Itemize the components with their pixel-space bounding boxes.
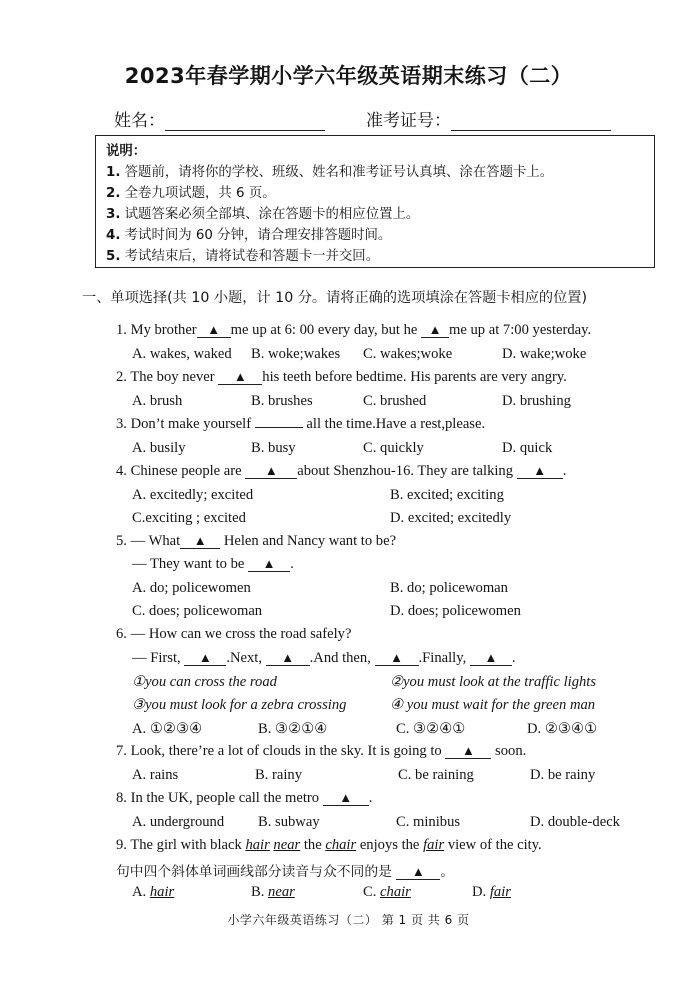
option-b[interactable]: B. subway — [258, 814, 320, 830]
option-d[interactable]: D. wake;woke — [502, 346, 587, 362]
option-a[interactable]: A. excitedly; excited — [132, 487, 254, 503]
instruction-item: 1. 答题前，请将你的学校、班级、姓名和准考证号认真填、涂在答题卡上。 — [106, 165, 554, 180]
answer-blank[interactable]: ▲ — [218, 370, 262, 385]
answer-blank[interactable]: ▲ — [197, 323, 231, 338]
section-heading: 一、单项选择(共 10 小题，计 10 分。请将正确的选项填涂在答题卡相应的位置) — [82, 290, 588, 306]
option-c[interactable]: C. does; policewoman — [132, 603, 263, 619]
option-a[interactable]: A. underground — [132, 814, 225, 830]
answer-blank[interactable]: ▲ — [470, 651, 512, 666]
option-b[interactable]: B. brushes — [251, 393, 313, 409]
exam-id-field[interactable] — [366, 106, 611, 131]
question-9: 9. The girl with black hair near the chair enjoys the fair view of the city. — [116, 837, 542, 853]
question-5: 5. — What ▲ Helen and Nancy want to be? — [116, 533, 397, 549]
answer-blank[interactable]: ▲ — [266, 651, 310, 666]
option-d[interactable]: D. be rainy — [530, 767, 596, 783]
instruction-item: 2. 全卷九项试题，共 6 页。 — [106, 186, 276, 201]
option-b[interactable]: B. do; policewoman — [390, 580, 508, 596]
answer-blank[interactable]: ▲ — [184, 651, 226, 666]
answer-blank[interactable]: ▲ — [396, 865, 440, 880]
option-d[interactable]: D. double-deck — [530, 814, 620, 830]
option-c[interactable]: C.exciting ; excited — [132, 510, 246, 526]
option-b[interactable]: B. excited; exciting — [390, 487, 504, 503]
italic-word: chair — [325, 837, 357, 853]
option-d[interactable]: D. brushing — [502, 393, 571, 409]
phrase-item: ④ you must wait for the green man — [390, 697, 596, 713]
answer-blank[interactable]: ▲ — [245, 464, 297, 479]
question-4: 4. Chinese people are ▲ about Shenzhou-16. They are talking ▲ . — [116, 463, 567, 479]
option-d[interactable]: D. ②③④① — [527, 721, 598, 737]
instruction-item: 3. 试题答案必须全部填、涂在答题卡的相应位置上。 — [106, 207, 420, 222]
phrase-item: ③you must look for a zebra crossing — [132, 697, 347, 713]
answer-blank[interactable]: ▲ — [421, 323, 449, 338]
instructions-box — [95, 135, 655, 268]
answer-blank[interactable]: ▲ — [375, 651, 419, 666]
page-title: 2023年春学期小学六年级英语期末练习（二） — [124, 64, 573, 88]
exam-id-blank[interactable] — [451, 114, 611, 131]
option-b[interactable]: B. busy — [251, 440, 296, 456]
option-d[interactable]: D. quick — [502, 440, 553, 456]
option-c[interactable]: C. brushed — [363, 393, 427, 409]
option-c[interactable]: C. chair — [363, 884, 411, 900]
question-2: 2. The boy never ▲ his teeth before bedtime. His parents are very angry. — [116, 369, 567, 385]
option-c[interactable]: C. be raining — [398, 767, 474, 783]
question-1: 1. My brother ▲ me up at 6: 00 every day, but he ▲ me up at 7:00 yesterday. — [116, 322, 592, 338]
phrase-item: ①you can cross the road — [132, 674, 277, 690]
option-b[interactable]: B. ③②①④ — [258, 721, 328, 737]
answer-blank[interactable]: ▲ — [517, 464, 563, 479]
question-9-chinese: 句中四个斜体单词画线部分读音与众不同的是 ▲ 。 — [116, 864, 455, 880]
name-field[interactable] — [114, 106, 325, 131]
option-b[interactable]: B. near — [251, 884, 295, 900]
option-a[interactable]: A. brush — [132, 393, 183, 409]
answer-blank[interactable] — [255, 427, 303, 428]
question-3: 3. Don’t make yourself all the time.Have a rest,please. — [116, 416, 486, 432]
answer-blank[interactable]: ▲ — [248, 557, 290, 572]
option-c[interactable]: C. wakes;woke — [363, 346, 453, 362]
option-a[interactable]: A. hair — [132, 884, 175, 900]
question-8: 8. In the UK, people call the metro ▲ . — [116, 790, 373, 806]
option-c[interactable]: C. quickly — [363, 440, 424, 456]
option-a[interactable]: A. busily — [132, 440, 186, 456]
italic-word: hair — [245, 837, 270, 853]
italic-word: fair — [423, 837, 445, 853]
phrase-item: ②you must look at the traffic lights — [390, 674, 597, 690]
exam-id-label: 准考证号： — [366, 111, 451, 131]
option-a[interactable]: A. wakes, waked — [132, 346, 232, 362]
option-d[interactable]: D. excited; excitedly — [390, 510, 512, 526]
question-7: 7. Look, there’re a lot of clouds in the sky. It is going to ▲ soon. — [116, 743, 527, 759]
instruction-item: 4. 考试时间为 60 分钟，请合理安排答题时间。 — [106, 228, 392, 243]
option-c[interactable]: C. minibus — [396, 814, 461, 830]
page-footer: 小学六年级英语练习（二） 第 1 页 共 6 页 — [227, 913, 470, 927]
italic-word: near — [273, 837, 301, 853]
answer-blank[interactable]: ▲ — [445, 744, 491, 759]
answer-blank[interactable]: ▲ — [323, 791, 369, 806]
option-d[interactable]: D. fair — [472, 884, 511, 900]
instructions-heading: 说明： — [106, 144, 147, 159]
option-a[interactable]: A. rains — [132, 767, 179, 783]
question-6: 6. — How can we cross the road safely? — [116, 626, 352, 642]
question-6-sequence: — First, ▲ .Next, ▲ .And then, ▲ .Finally, ▲ . — [132, 650, 516, 666]
option-b[interactable]: B. woke;wakes — [251, 346, 341, 362]
name-blank[interactable] — [165, 114, 325, 131]
option-b[interactable]: B. rainy — [255, 767, 303, 783]
instruction-item: 5. 考试结束后，请将试卷和答题卡一并交回。 — [106, 249, 380, 264]
name-label: 姓名： — [114, 111, 165, 131]
option-c[interactable]: C. ③②④① — [396, 721, 466, 737]
option-a[interactable]: A. do; policewomen — [132, 580, 251, 596]
option-d[interactable]: D. does; policewomen — [390, 603, 521, 619]
option-a[interactable]: A. ①②③④ — [132, 721, 203, 737]
answer-blank[interactable]: ▲ — [180, 534, 220, 549]
question-5-reply: — They want to be ▲ . — [132, 556, 294, 572]
